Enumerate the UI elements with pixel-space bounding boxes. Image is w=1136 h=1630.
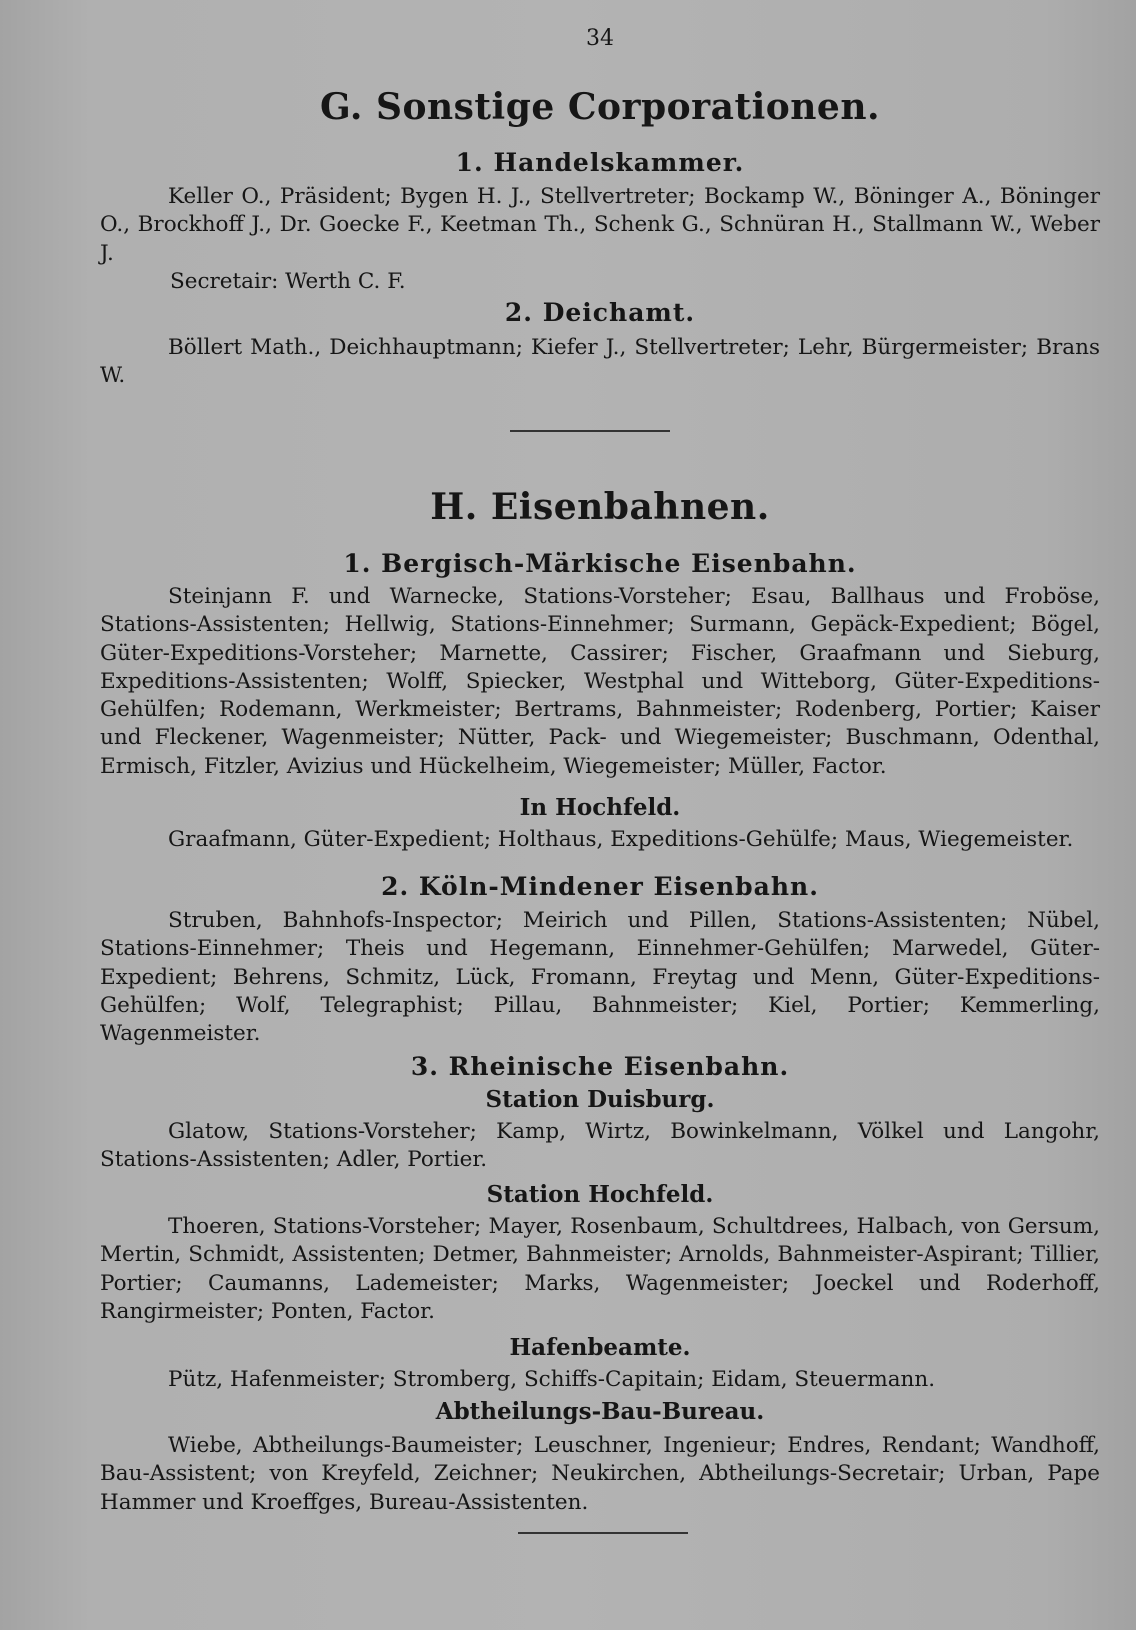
bergisch-text: Steinjann F. und Warnecke, Stations-Vorsteher; Esau, Ballhaus und Froböse, Stations-Assistenten; Hellwig, Stations-Einnehmer; Surmann, Gepäck-Expedient; Bögel, Güter-Expeditions-Vorsteher; Marnette, Cassirer; Fischer, Graafmann und Sieburg, Expeditions-Assistenten; Wolff, Spiecker, Westphal und Witteborg, Güter-Expeditions-Gehülfen; Rodemann, Werkmeister; Bertrams, Bahnmeister; Rodenberg, Portier; Kaiser und Fleckener, Wagenmeister; Nütter, Pack- und Wiegemeister; Buschmann, Odenthal, Ermisch, Fitzler, Avizius und Hückelheim, Wiegemeister; Müller, Factor. (100, 584, 1100, 779)
section-g-title: G. Sonstige Corporationen. (319, 86, 881, 128)
duisburg-text: Glatow, Stations-Vorsteher; Kamp, Wirtz, Bowinkelmann, Völkel und Langohr, Stations-Assistenten; Adler, Portier. (100, 1119, 1100, 1173)
section-h-title: H. Eisenbahnen. (430, 486, 770, 528)
deichamt-members: Böllert Math., Deichhauptmann; Kiefer J., Stellvertreter; Lehr, Bürgermeister; Brans W. (100, 335, 1100, 389)
hafenbeamte-heading: Hafenbeamte. (509, 1334, 691, 1361)
section-divider (510, 430, 670, 432)
rheinische-heading: 3. Rheinische Eisenbahn. (410, 1052, 790, 1081)
bergisch-hochfeld-heading: In Hochfeld. (519, 794, 681, 821)
handelskammer-secretary: Secretair: Werth C. F. (170, 269, 406, 294)
bergisch-heading: 1. Bergisch-Märkische Eisenbahn. (343, 549, 857, 578)
deichamt-heading: 2. Deichamt. (504, 298, 696, 327)
page-number: 34 (586, 26, 614, 51)
handelskammer-members: Keller O., Präsident; Bygen H. J., Stellvertreter; Bockamp W., Böninger A., Böninger O., Brockhoff J., Dr. Goecke F., Keetman Th., Schenk G., Schnüran H., Stallmann W., Weber J. (100, 184, 1100, 266)
bergisch-hochfeld-text: Graafmann, Güter-Expedient; Holthaus, Expeditions-Gehülfe; Maus, Wiegemeister. (168, 827, 1074, 852)
handelskammer-heading: 1. Handelskammer. (455, 148, 745, 177)
hochfeld-station-heading: Station Hochfeld. (486, 1181, 714, 1208)
hochfeld-station-text: Thoeren, Stations-Vorsteher; Mayer, Rosenbaum, Schultdrees, Halbach, von Gersum, Mertin, Schmidt, Assistenten; Detmer, Bahnmeister; Arnolds, Bahnmeister-Aspirant; Tillier, Portier; Caumanns, Lademeister; Marks, Wagenmeister; Joeckel und Roderhoff, Rangirmeister; Ponten, Factor. (100, 1214, 1100, 1324)
bau-bureau-text: Wiebe, Abtheilungs-Baumeister; Leuschner, Ingenieur; Endres, Rendant; Wandhoff, Bau-Assistent; von Kreyfeld, Zeichner; Neukirchen, Abtheilungs-Secretair; Urban, Pape Hammer und Kroeffges, Bureau-Assistenten. (100, 1433, 1100, 1515)
bau-bureau-heading: Abtheilungs-Bau-Bureau. (435, 1398, 765, 1425)
koeln-text: Struben, Bahnhofs-Inspector; Meirich und Pillen, Stations-Assistenten; Nübel, Stations-Einnehmer; Theis und Hegemann, Einnehmer-Gehülfen; Marwedel, Güter-Expedient; Behrens, Schmitz, Lück, Fromann, Freytag und Menn, Güter-Expeditions-Gehülfen; Wolf, Telegraphist; Pillau, Bahnmeister; Kiel, Portier; Kemmerling, Wagenmeister. (100, 908, 1100, 1047)
duisburg-heading: Station Duisburg. (485, 1086, 715, 1113)
end-rule (518, 1532, 688, 1534)
hafenbeamte-text: Pütz, Hafenmeister; Stromberg, Schiffs-Capitain; Eidam, Steuermann. (168, 1367, 936, 1392)
koeln-heading: 2. Köln-Mindener Eisenbahn. (381, 872, 819, 901)
